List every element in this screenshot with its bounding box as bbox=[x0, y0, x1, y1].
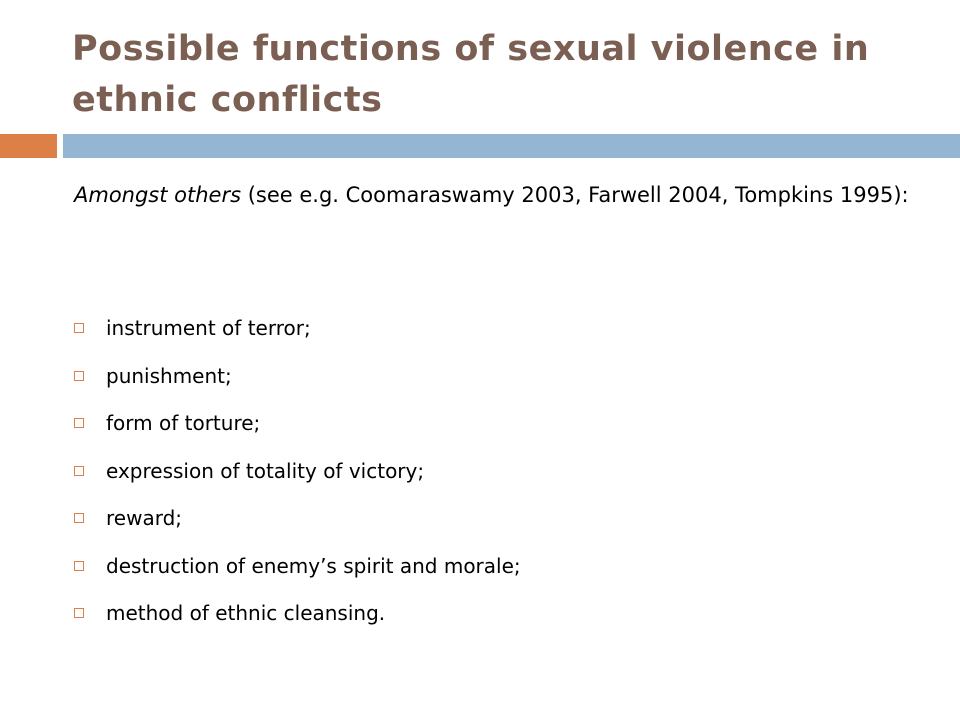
accent-bar-orange bbox=[0, 134, 57, 158]
intro-paragraph bbox=[74, 178, 950, 213]
intro-italic-lead: Amongst others bbox=[74, 183, 242, 207]
bullet-item bbox=[74, 500, 521, 536]
bullet-item bbox=[74, 405, 521, 441]
hollow-square-bullet-icon bbox=[74, 561, 84, 571]
bullet-text: method of ethnic cleansing. bbox=[106, 601, 386, 625]
hollow-square-bullet-icon bbox=[74, 371, 84, 381]
hollow-square-bullet-icon bbox=[74, 608, 84, 618]
hollow-square-bullet-icon bbox=[74, 323, 84, 333]
bullet-list bbox=[74, 310, 521, 643]
bullet-item bbox=[74, 595, 521, 631]
accent-bar-blue bbox=[63, 134, 960, 158]
bullet-item bbox=[74, 548, 521, 584]
hollow-square-bullet-icon bbox=[74, 418, 84, 428]
bullet-text: form of torture; bbox=[106, 411, 261, 435]
bullet-text: reward; bbox=[106, 506, 183, 530]
slide-title: Possible functions of sexual violence in ethnic conflicts bbox=[72, 29, 870, 120]
hollow-square-bullet-icon bbox=[74, 466, 84, 476]
bullet-text: destruction of enemy’s spirit and morale; bbox=[106, 553, 521, 578]
bullet-text: instrument of terror; bbox=[106, 316, 311, 340]
bullet-text: expression of totality of victory; bbox=[106, 458, 425, 483]
bullet-item bbox=[74, 358, 521, 394]
bullet-item bbox=[74, 310, 521, 346]
bullet-item bbox=[74, 453, 521, 489]
intro-citation-text: (see e.g. Coomaraswamy 2003, Farwell 2004, Tompkins 1995): bbox=[241, 183, 909, 207]
bullet-text: punishment; bbox=[106, 363, 232, 388]
hollow-square-bullet-icon bbox=[74, 513, 84, 523]
